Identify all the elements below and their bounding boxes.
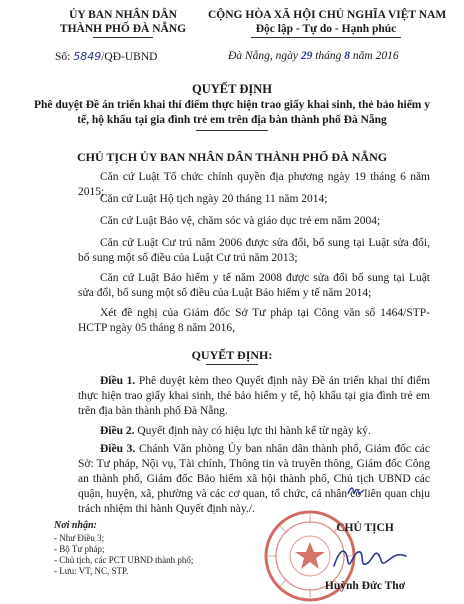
article-text: Quyết định này có hiệu lực thi hành kể từ ngày ký.: [137, 425, 371, 437]
recipient-item: - Như Điều 3;: [54, 533, 105, 543]
decides-underline: [206, 364, 258, 365]
recipients-block: [54, 520, 193, 577]
org-line-1: ỦY BAN NHÂN DÂN: [69, 9, 177, 21]
recipient-item: - Lưu: VT, NC, STP.: [54, 566, 129, 576]
article-2: [78, 424, 430, 439]
article-text: Chánh Văn phòng Ủy ban nhân dân thành phố, Giám đốc các Sở: Tư pháp, Nội vụ, Tài chính, Thông tin và truyền thông, Giám đốc Công an thành phố, Giám đốc Bảo hiểm xã hội thành phố, Chủ tịch UBND các quận, huyện, xã, phường và các cơ quan, tổ chức, cá nhân có liên quan chịu trách nhiệm thi hành Quyết định này./.: [78, 443, 431, 515]
date-year: năm 2016: [352, 50, 399, 62]
article-3: [78, 442, 430, 517]
document-title: QUYẾT ĐỊNH: [192, 82, 272, 96]
article-1: [78, 374, 430, 419]
issuing-authority: CHỦ TỊCH ỦY BAN NHÂN DÂN THÀNH PHỐ ĐÀ NẴNG: [76, 150, 388, 164]
date-month: 8: [344, 50, 351, 62]
preamble-item: Căn cứ Luật Bảo hiểm y tế năm 2008 được sửa đổi bổ sung tại Luật sửa đổi, bổ sung một số điều của Luật Bảo hiểm y tế năm 2014;: [78, 272, 430, 299]
preamble-item: Xét đề nghị của Giám đốc Sở Tư pháp tại Công văn số 1464/STP-HCTP ngày 05 tháng 8 năm 2016,: [78, 307, 430, 334]
org-underline: [93, 37, 153, 38]
article-label: Điều 2.: [100, 425, 135, 437]
signer-title: CHỦ TỊCH: [336, 522, 394, 534]
document-number: [55, 50, 157, 63]
month-word: tháng: [315, 50, 342, 62]
article-text: Phê duyệt kèm theo Quyết định này Đề án triển khai thí điểm thực hiện trao giấy khai sinh, thẻ bảo hiểm y tế, hộ khẩu tại gia đình trẻ em trên địa bàn thành phố Đà Nẵng.: [78, 375, 431, 417]
doc-no-prefix: Số:: [55, 51, 71, 63]
handwritten-signature-icon: [330, 540, 410, 576]
org-line-2: THÀNH PHỐ ĐÀ NẴNG: [59, 23, 187, 35]
doc-no-suffix: /QĐ-UBND: [101, 51, 158, 63]
preamble-item: Căn cứ Luật Bảo vệ, chăm sóc và giáo dục trẻ em năm 2004;: [100, 215, 381, 227]
issuing-organization: [48, 8, 198, 38]
recipients-heading: Nơi nhận:: [54, 520, 97, 531]
motto-underline: [251, 37, 401, 38]
recipient-item: - Chủ tịch, các PCT UBND thành phố;: [54, 555, 194, 565]
date-day: 29: [300, 50, 313, 62]
nation-name: CỘNG HÒA XÃ HỘI CHỦ NGHĨA VIỆT NAM: [208, 9, 447, 21]
preamble-item: Căn cứ Luật Hộ tịch ngày 20 tháng 11 năm 2014;: [100, 193, 328, 205]
place-prefix: Đà Nẵng, ngày: [228, 50, 298, 62]
article-label: Điều 1.: [100, 375, 136, 387]
preamble-item: Căn cứ Luật Cư trú năm 2006 được sửa đổi, bổ sung tại Luật sửa đổi, bổ sung một số điều của Luật Cư trú năm 2013;: [78, 237, 430, 264]
preamble-item: Căn cứ Luật Tổ chức chính quyền địa phương ngày 19 tháng 6 năm 2015;: [78, 171, 430, 198]
document-subject: Phê duyệt Đề án triển khai thí điểm thực hiện trao giấy khai sinh, thẻ bảo hiểm y tế, hộ khẩu tại gia đình trẻ em trên địa bàn thành phố Đà Nẵng: [33, 99, 430, 126]
place-and-date: [228, 50, 399, 62]
national-header: [208, 8, 447, 38]
decides-heading: QUYẾT ĐỊNH:: [191, 348, 273, 362]
recipient-item: - Bộ Tư pháp;: [54, 544, 105, 554]
doc-no-handwritten: 5849: [73, 50, 102, 63]
national-motto: Độc lập - Tự do - Hạnh phúc: [255, 23, 397, 35]
article-label: Điều 3.: [100, 443, 136, 455]
subject-underline: [196, 130, 268, 131]
handwritten-initial: [346, 484, 366, 498]
signer-name: Huỳnh Đức Thơ: [324, 580, 406, 592]
